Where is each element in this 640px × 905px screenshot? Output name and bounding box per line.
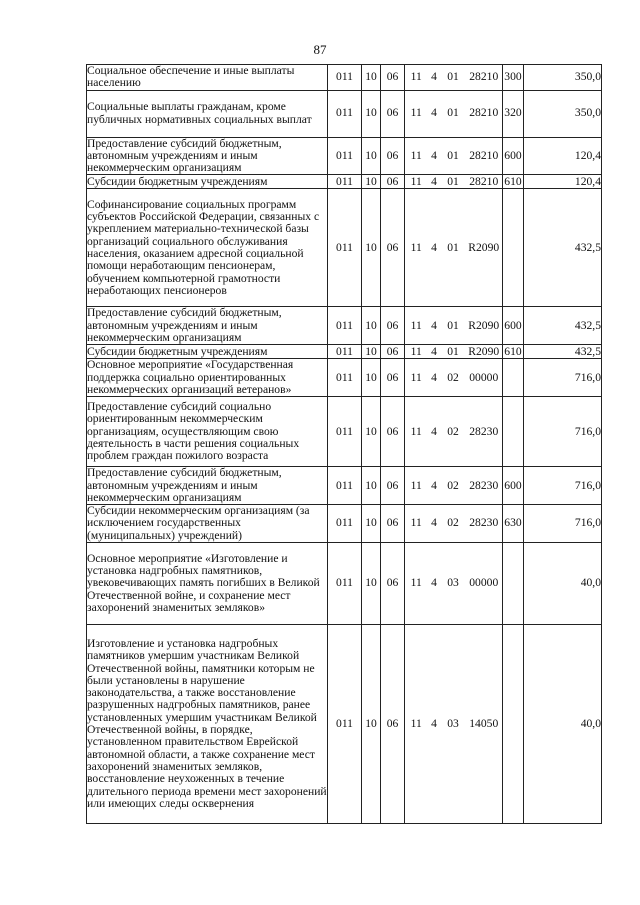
- row-name: Предоставление субсидий бюджетным, автономным учреждениям и иным некоммерческим организациям: [87, 307, 328, 345]
- row-name: Предоставление субсидий социально ориентированным некоммерческим организациям, осуществляющим свою деятельность в части решения социальных проблем граждан пожилого возраста: [87, 397, 328, 467]
- code-program: 11: [405, 345, 428, 359]
- code-subsection: 06: [381, 65, 405, 91]
- row-name: Социальные выплаты гражданам, кроме публичных нормативных социальных выплат: [87, 90, 328, 137]
- row-amount: 120,4: [524, 137, 602, 175]
- row-name: Основное мероприятие «Изготовление и установка надгробных памятников, увековечивающих память погибших в Великой Отечественной войне, и сохранение мест захоронений знаменитых земляков»: [87, 543, 328, 625]
- table-row: [87, 543, 602, 625]
- code-grbs: 011: [328, 175, 362, 189]
- code-activity: 01: [441, 345, 466, 359]
- code-subsection: 06: [381, 397, 405, 467]
- row-name: Субсидии некоммерческим организациям (за исключением государственных (муниципальных) учреждений): [87, 505, 328, 543]
- code-subprogram: 4: [428, 137, 441, 175]
- code-grbs: 011: [328, 90, 362, 137]
- code-program: 11: [405, 467, 428, 505]
- code-section: 10: [362, 65, 381, 91]
- code-program: 11: [405, 189, 428, 307]
- code-program: 11: [405, 307, 428, 345]
- row-amount: 120,4: [524, 175, 602, 189]
- row-name: Предоставление субсидий бюджетным, автономным учреждениям и иным некоммерческим организациям: [87, 467, 328, 505]
- code-subsection: 06: [381, 345, 405, 359]
- table-row: [87, 467, 602, 505]
- code-expense-type: [503, 625, 524, 824]
- code-direction: 00000: [466, 359, 503, 397]
- row-name: Социальное обеспечение и иные выплаты населению: [87, 65, 328, 91]
- code-expense-type: 600: [503, 307, 524, 345]
- code-program: 11: [405, 175, 428, 189]
- code-activity: 01: [441, 307, 466, 345]
- code-expense-type: 610: [504, 174, 522, 188]
- row-name: Предоставление субсидий бюджетным, автономным учреждениям и иным некоммерческим организациям: [87, 137, 328, 175]
- code-activity: 01: [441, 90, 466, 137]
- code-grbs: 011: [328, 625, 362, 824]
- code-section: 10: [362, 397, 381, 467]
- code-program: 11: [405, 359, 428, 397]
- code-expense-type: [503, 359, 524, 397]
- code-direction: R2090: [466, 345, 503, 359]
- code-section: 10: [362, 505, 381, 543]
- row-amount: 432,5: [524, 189, 602, 307]
- code-subprogram: 4: [428, 625, 441, 824]
- code-subsection: 06: [381, 90, 405, 137]
- table-row: [87, 307, 602, 345]
- code-direction: R2090: [466, 189, 503, 307]
- code-section: 10: [362, 543, 381, 625]
- code-grbs: 011: [328, 505, 362, 543]
- code-program: 11: [405, 137, 428, 175]
- code-section: 10: [362, 175, 381, 189]
- row-amount: 716,0: [524, 505, 602, 543]
- code-section: 10: [362, 307, 381, 345]
- row-amount: 716,0: [524, 467, 602, 505]
- code-direction: 28230: [466, 505, 503, 543]
- code-program: 11: [405, 505, 428, 543]
- code-subprogram: 4: [428, 505, 441, 543]
- code-program: 11: [405, 625, 428, 824]
- row-amount: 432,5: [524, 345, 602, 359]
- code-expense-type: 630: [503, 505, 524, 543]
- code-expense-type: 600: [503, 137, 524, 175]
- code-grbs: 011: [328, 467, 362, 505]
- code-subprogram: 4: [428, 345, 441, 359]
- code-grbs: 011: [328, 65, 362, 91]
- code-direction: 28210: [466, 175, 503, 189]
- code-program: 11: [405, 65, 428, 91]
- code-direction: 28210: [466, 137, 503, 175]
- code-program: 11: [405, 397, 428, 467]
- code-subprogram: 4: [428, 90, 441, 137]
- code-program: 11: [405, 90, 428, 137]
- code-direction: 28210: [466, 65, 503, 91]
- row-amount: 716,0: [524, 397, 602, 467]
- code-direction: 28210: [466, 90, 503, 137]
- code-subsection: 06: [381, 543, 405, 625]
- code-section: 10: [362, 467, 381, 505]
- row-amount: 350,0: [524, 65, 602, 91]
- code-section: 10: [362, 189, 381, 307]
- code-expense-type: 610: [504, 344, 522, 358]
- table-row: [87, 397, 602, 467]
- code-expense-type: [503, 543, 524, 625]
- code-subsection: 06: [381, 307, 405, 345]
- code-subprogram: 4: [428, 397, 441, 467]
- code-section: 10: [362, 90, 381, 137]
- code-activity: 02: [441, 505, 466, 543]
- row-amount: 40,0: [524, 543, 602, 625]
- code-section: 10: [362, 345, 381, 359]
- code-subprogram: 4: [428, 467, 441, 505]
- code-activity: 02: [441, 359, 466, 397]
- table-row: [87, 90, 602, 137]
- budget-table: [86, 64, 602, 824]
- code-direction: 28230: [466, 397, 503, 467]
- code-expense-type: 320: [503, 90, 524, 137]
- table-row: [87, 625, 602, 824]
- code-grbs: 011: [328, 189, 362, 307]
- row-name: Изготовление и установка надгробных памятников умершим участникам Великой Отечественной войны, памятники которым не были установлены в нарушение законодательства, а также восстановление разрушенных надгробных памятников, ранее установленных умершим участникам Великой Отечественной войны, в порядке, установленном правительством Еврейской автономной области, а также сохранение мест захоронений знаменитых земляков, восстановление неухоженных в течение длительного периода времени мест захоронений или имеющих следы осквернения: [87, 625, 328, 824]
- row-name: Субсидии бюджетным учреждениям: [87, 175, 328, 189]
- code-activity: 01: [441, 137, 466, 175]
- code-direction: 28230: [466, 467, 503, 505]
- code-subprogram: 4: [428, 65, 441, 91]
- code-grbs: 011: [328, 345, 362, 359]
- code-subsection: 06: [381, 359, 405, 397]
- table-row: [87, 175, 602, 189]
- page-number: 87: [313, 42, 327, 57]
- code-direction: R2090: [466, 307, 503, 345]
- code-expense-type: [503, 189, 524, 307]
- code-expense-type: 300: [503, 65, 524, 91]
- code-subsection: 06: [381, 189, 405, 307]
- code-section: 10: [362, 359, 381, 397]
- table-row: [87, 359, 602, 397]
- row-amount: 432,5: [524, 307, 602, 345]
- code-section: 10: [362, 625, 381, 824]
- code-activity: 02: [441, 397, 466, 467]
- row-name: Субсидии бюджетным учреждениям: [87, 345, 328, 359]
- code-program: 11: [405, 543, 428, 625]
- row-name: Софинансирование социальных программ субъектов Российской Федерации, связанных с укреплением материально-технической базы организаций социального обслуживания населения, оказанием адресной социальной помощи неработающим пенсионерам, обучением компьютерной грамотности неработающих пенсионеров: [87, 189, 328, 307]
- table-row: [87, 505, 602, 543]
- code-activity: 02: [441, 467, 466, 505]
- row-amount: 716,0: [524, 359, 602, 397]
- code-subprogram: 4: [428, 175, 441, 189]
- code-expense-type: 600: [503, 467, 524, 505]
- code-subprogram: 4: [428, 543, 441, 625]
- table-row: [87, 189, 602, 307]
- table-row: [87, 345, 602, 359]
- code-subprogram: 4: [428, 189, 441, 307]
- code-section: 10: [362, 137, 381, 175]
- code-grbs: 011: [328, 307, 362, 345]
- code-activity: 03: [441, 625, 466, 824]
- row-amount: 40,0: [524, 625, 602, 824]
- row-name: Основное мероприятие «Государственная поддержка социально ориентированных некоммерческих организаций ветеранов»: [87, 359, 328, 397]
- table-row: [87, 137, 602, 175]
- table-row: [87, 65, 602, 91]
- code-subsection: 06: [381, 467, 405, 505]
- code-subprogram: 4: [428, 359, 441, 397]
- code-subsection: 06: [381, 625, 405, 824]
- code-direction: 14050: [466, 625, 503, 824]
- code-grbs: 011: [328, 543, 362, 625]
- code-subprogram: 4: [428, 307, 441, 345]
- code-activity: 01: [441, 189, 466, 307]
- code-subsection: 06: [381, 137, 405, 175]
- row-amount: 350,0: [524, 90, 602, 137]
- code-activity: 01: [441, 175, 466, 189]
- code-grbs: 011: [328, 137, 362, 175]
- code-activity: 01: [441, 65, 466, 91]
- code-grbs: 011: [328, 359, 362, 397]
- code-direction: 00000: [466, 543, 503, 625]
- code-grbs: 011: [328, 397, 362, 467]
- code-subsection: 06: [381, 505, 405, 543]
- code-subsection: 06: [381, 175, 405, 189]
- code-expense-type: [503, 397, 524, 467]
- code-activity: 03: [441, 543, 466, 625]
